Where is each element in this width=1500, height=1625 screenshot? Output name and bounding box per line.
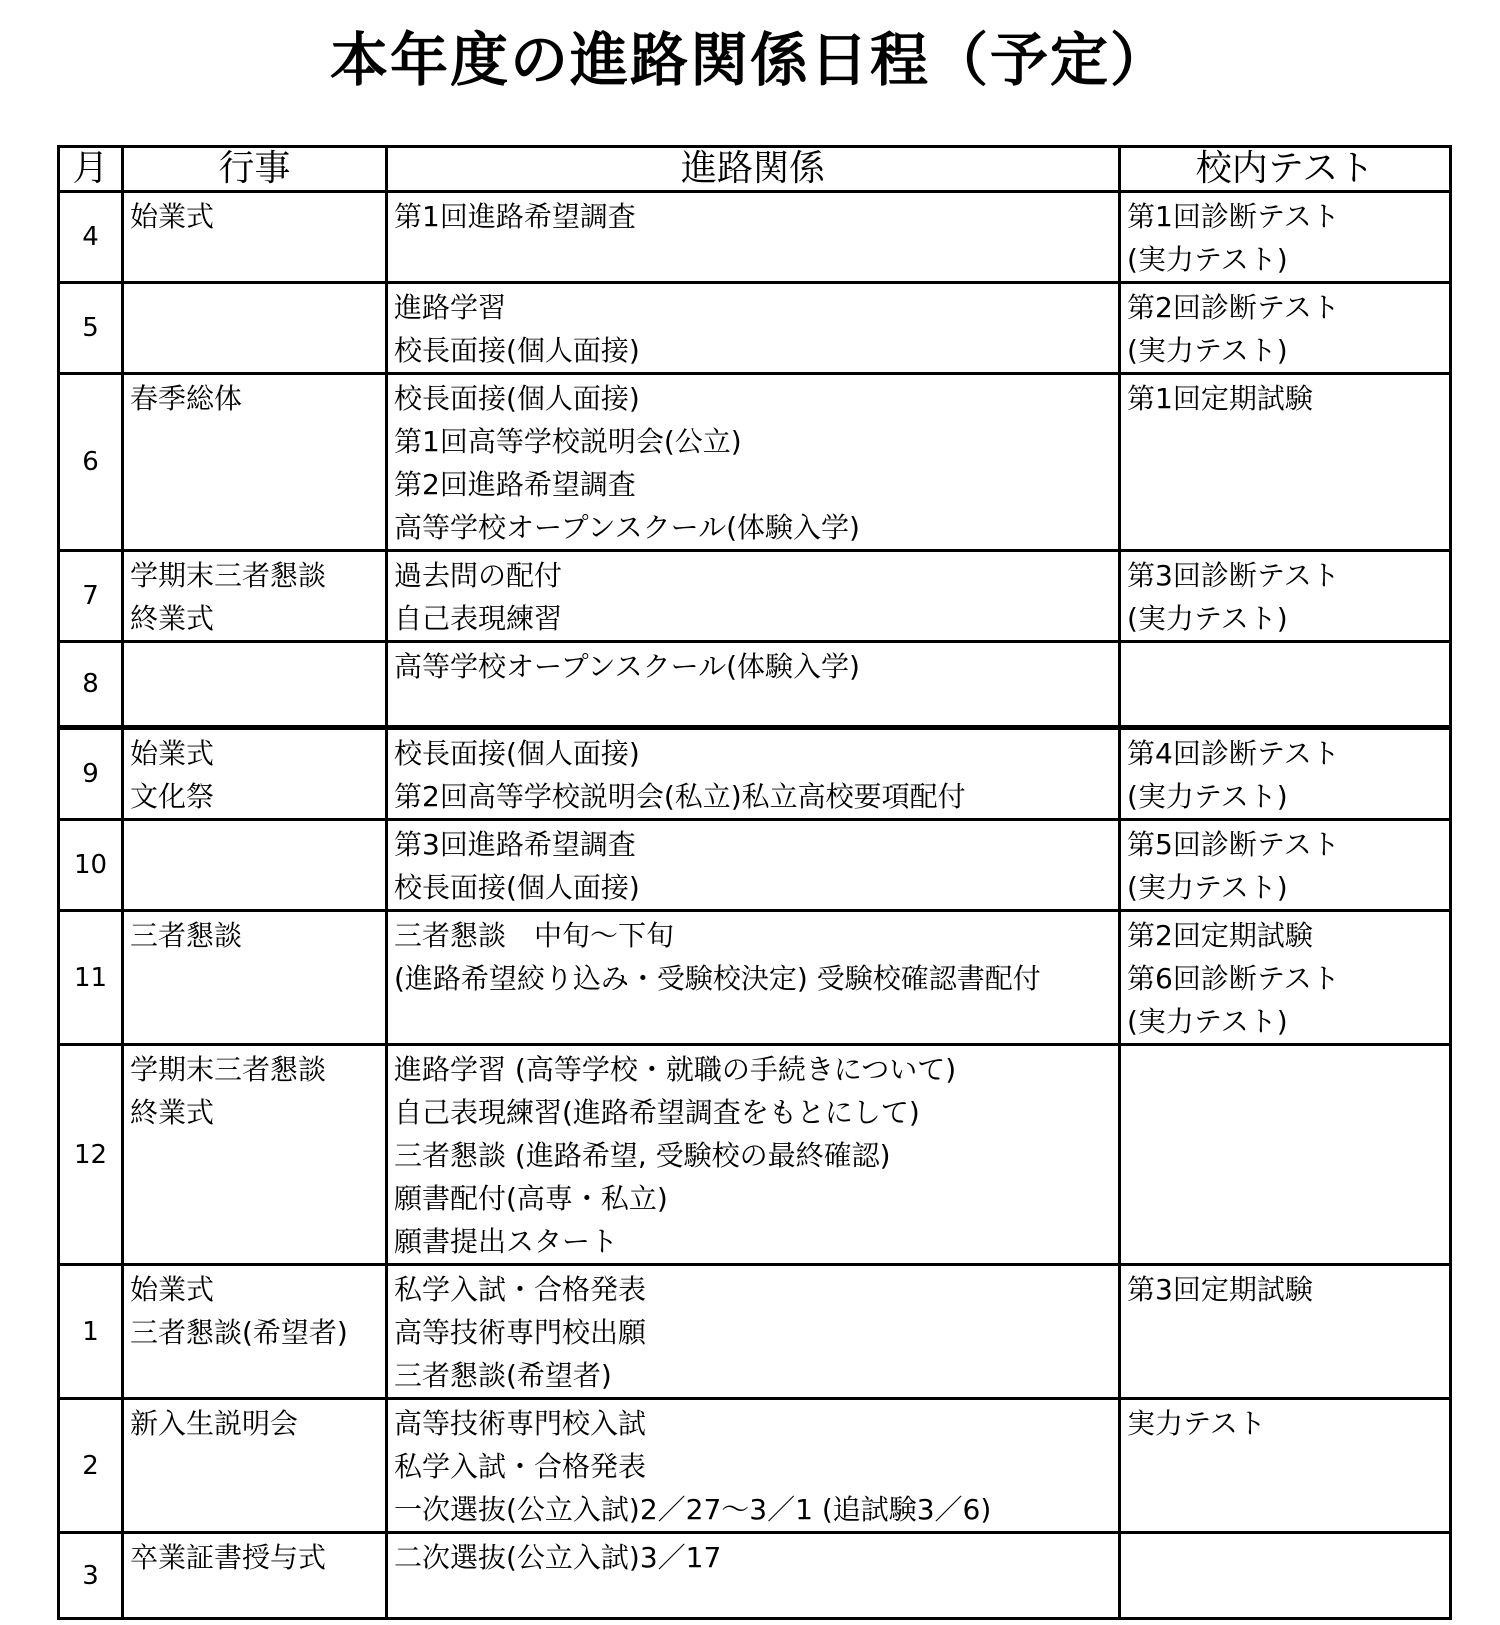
test-cell [1120,374,1451,551]
month-cell: 11 [59,911,123,1045]
career-line: 校長面接(個人面接) [394,334,640,367]
schedule-row [59,820,1451,911]
career-line: 一次選抜(公立入試)2／27～3／1 (追試験3／6) [394,1493,992,1526]
month-cell: 1 [59,1265,123,1399]
schedule-row [59,1399,1451,1533]
test-cell [1120,1533,1451,1619]
event-line: 学期末三者懇談 [130,559,327,592]
career-line: 進路学習 [394,291,507,324]
header-month: 月 [59,147,123,192]
schedule-row [59,1045,1451,1265]
career-cell [387,1533,1120,1619]
event-cell [123,728,387,820]
career-line: 高等学校オープンスクール(体験入学) [394,511,860,544]
test-line: 第2回診断テスト [1127,291,1340,324]
page-title: 本年度の進路関係日程（予定） [329,26,1170,94]
career-line: 三者懇談 中旬～下旬 [394,919,675,952]
test-line: 第3回定期試験 [1127,1273,1313,1306]
test-cell [1120,551,1451,642]
career-line: 第1回高等学校説明会(公立) [394,425,742,458]
career-line: 進路学習 (高等学校・就職の手続きについて) [394,1053,957,1086]
event-cell [123,192,387,283]
career-line: 三者懇談(希望者) [394,1359,612,1392]
header-career: 進路関係 [387,147,1120,192]
event-line: 終業式 [130,1096,215,1129]
career-cell [387,728,1120,820]
career-line: 第3回進路希望調査 [394,828,636,861]
test-cell [1120,1265,1451,1399]
test-line: 第3回診断テスト [1127,559,1340,592]
event-line: 始業式 [130,737,215,770]
test-cell [1120,1045,1451,1265]
career-line: 自己表現練習(進路希望調査をもとにして) [394,1096,920,1129]
event-cell [123,551,387,642]
month-cell: 2 [59,1399,123,1533]
schedule-body [59,192,1451,1619]
career-cell [387,642,1120,728]
test-line: (実力テスト) [1127,871,1288,904]
event-cell [123,283,387,374]
month-cell: 10 [59,820,123,911]
event-line: 文化祭 [130,780,215,813]
event-cell [123,1399,387,1533]
career-line: 過去問の配付 [394,559,563,592]
career-line: 三者懇談 (進路希望, 受験校の最終確認) [394,1139,891,1172]
career-line: 第2回進路希望調査 [394,468,636,501]
test-cell [1120,911,1451,1045]
header-event: 行事 [123,147,387,192]
career-line: 自己表現練習 [394,602,563,635]
schedule-table [57,145,1452,1620]
schedule-row [59,1533,1451,1619]
career-cell [387,192,1120,283]
career-line: 校長面接(個人面接) [394,382,640,415]
schedule-row [59,911,1451,1045]
test-line: 第1回診断テスト [1127,200,1340,233]
test-cell [1120,820,1451,911]
career-line: (進路希望絞り込み・受験校決定) 受験校確認書配付 [394,962,1041,995]
test-line: (実力テスト) [1127,243,1288,276]
career-line: 私学入試・合格発表 [394,1273,647,1306]
test-line: 第6回診断テスト [1127,962,1340,995]
career-line: 高等技術専門校出願 [394,1316,647,1349]
career-cell [387,911,1120,1045]
month-cell: 9 [59,728,123,820]
career-line: 校長面接(個人面接) [394,737,640,770]
test-cell [1120,728,1451,820]
career-cell [387,374,1120,551]
career-cell [387,283,1120,374]
career-cell [387,1045,1120,1265]
career-line: 高等学校オープンスクール(体験入学) [394,650,860,683]
schedule-row [59,642,1451,728]
event-cell [123,642,387,728]
event-line: 始業式 [130,1273,215,1306]
career-line: 私学入試・合格発表 [394,1450,647,1483]
event-cell [123,911,387,1045]
event-line: 始業式 [130,200,215,233]
career-cell [387,1265,1120,1399]
month-cell: 7 [59,551,123,642]
career-cell [387,820,1120,911]
header-row [59,147,1451,192]
month-cell: 8 [59,642,123,728]
career-line: 第1回進路希望調査 [394,200,636,233]
test-line: 実力テスト [1127,1407,1266,1440]
test-line: 第1回定期試験 [1127,382,1313,415]
month-cell: 3 [59,1533,123,1619]
event-cell [123,1533,387,1619]
schedule-row [59,551,1451,642]
test-cell [1120,283,1451,374]
event-line: 三者懇談 [130,919,243,952]
month-cell: 4 [59,192,123,283]
month-cell: 5 [59,283,123,374]
event-cell [123,1045,387,1265]
career-cell [387,1399,1120,1533]
test-cell [1120,642,1451,728]
event-line: 新入生説明会 [130,1407,299,1440]
month-cell: 6 [59,374,123,551]
event-cell [123,820,387,911]
test-line: (実力テスト) [1127,1005,1288,1038]
test-line: 第2回定期試験 [1127,919,1313,952]
event-line: 三者懇談(希望者) [130,1316,348,1349]
test-line: (実力テスト) [1127,602,1288,635]
test-line: 第4回診断テスト [1127,737,1340,770]
event-line: 卒業証書授与式 [130,1541,327,1574]
schedule-row [59,728,1451,820]
career-cell [387,551,1120,642]
career-line: 願書配付(高専・私立) [394,1182,668,1215]
event-line: 春季総体 [130,382,243,415]
career-line: 第2回高等学校説明会(私立)私立高校要項配付 [394,780,966,813]
test-line: (実力テスト) [1127,780,1288,813]
schedule-row [59,374,1451,551]
schedule-row [59,192,1451,283]
header-test: 校内テスト [1120,147,1451,192]
test-cell [1120,1399,1451,1533]
event-line: 学期末三者懇談 [130,1053,327,1086]
event-line: 終業式 [130,602,215,635]
career-line: 高等技術専門校入試 [394,1407,647,1440]
career-line: 校長面接(個人面接) [394,871,640,904]
event-cell [123,374,387,551]
schedule-row [59,1265,1451,1399]
event-cell [123,1265,387,1399]
schedule-row [59,283,1451,374]
month-cell: 12 [59,1045,123,1265]
test-line: (実力テスト) [1127,334,1288,367]
career-line: 二次選抜(公立入試)3／17 [394,1541,722,1574]
test-line: 第5回診断テスト [1127,828,1340,861]
test-cell [1120,192,1451,283]
career-line: 願書提出スタート [394,1225,619,1258]
